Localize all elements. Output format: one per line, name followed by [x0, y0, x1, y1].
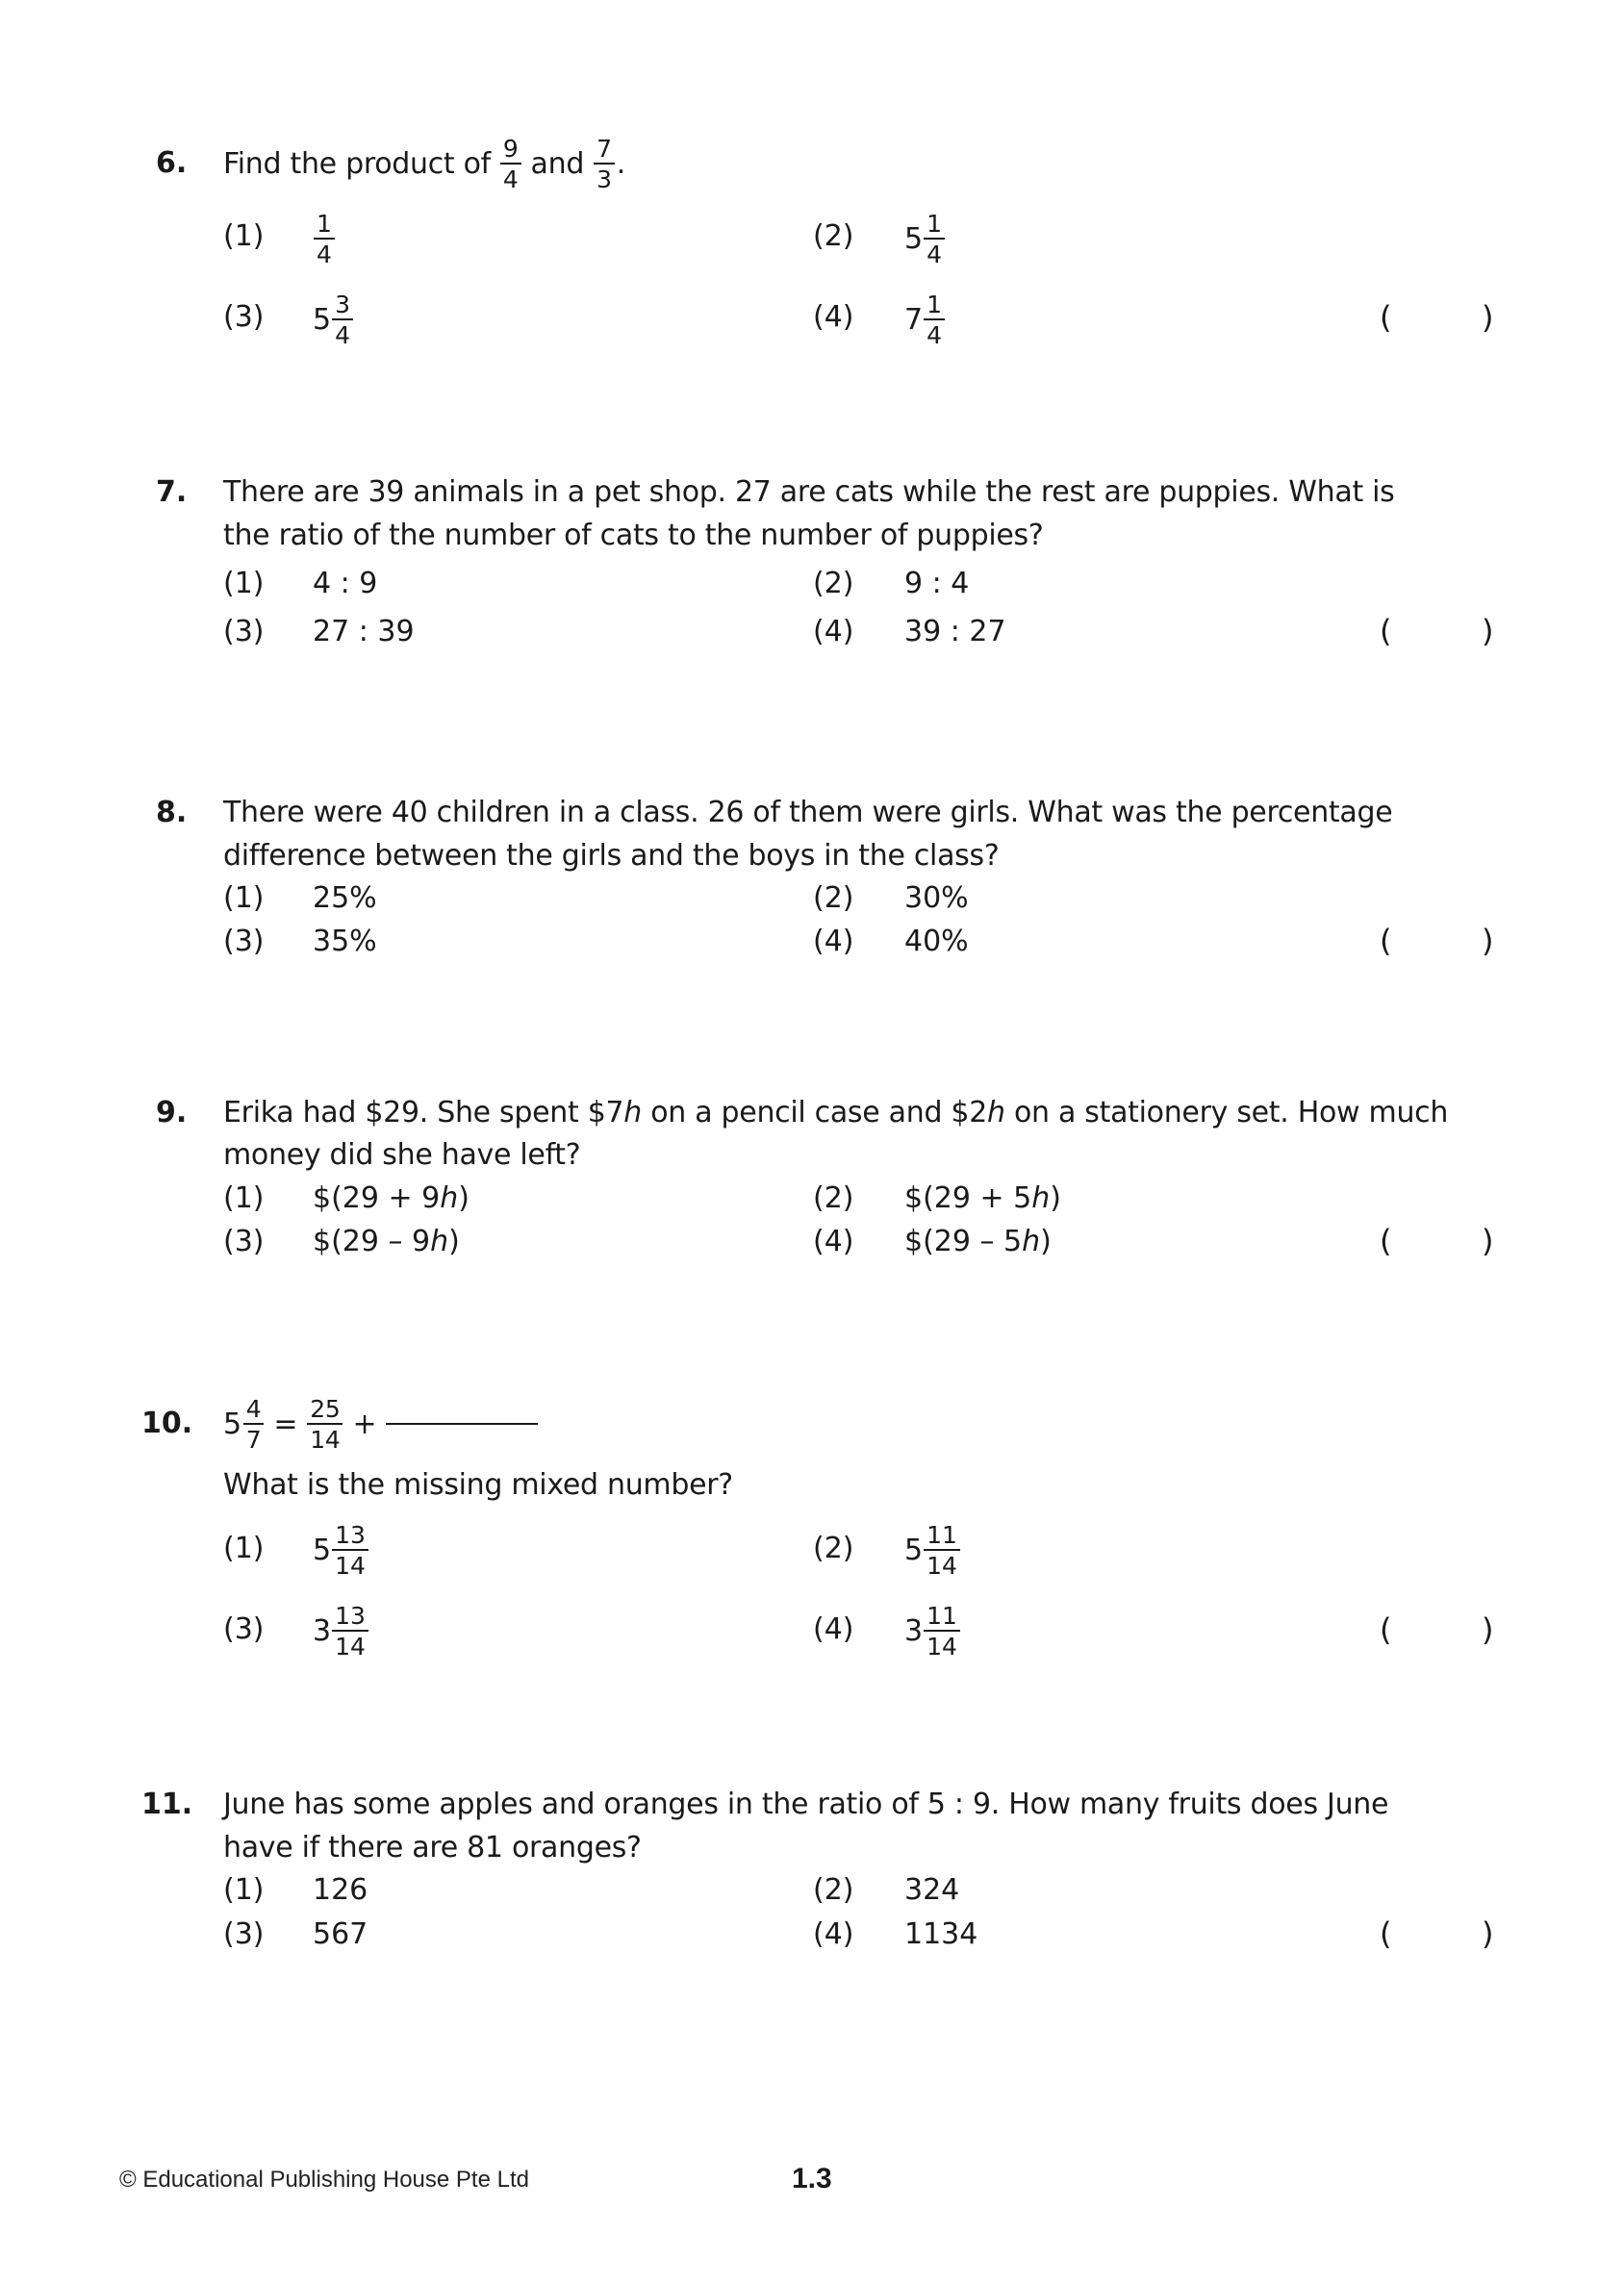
option-value[interactable]: 30% — [904, 881, 969, 915]
answer-bracket-open: ( — [1380, 1223, 1392, 1259]
option-label: (4) — [813, 925, 854, 958]
option-label: (3) — [223, 1612, 265, 1646]
option-value[interactable]: 126 — [313, 1873, 368, 1907]
question-text-line — [223, 1096, 1448, 1129]
question-text-part: Find the product of — [223, 146, 491, 181]
option-label: (1) — [223, 1532, 265, 1565]
whole-number: 5 — [313, 302, 332, 337]
option-label: (2) — [813, 881, 854, 915]
option-value[interactable]: 567 — [313, 1917, 368, 1951]
option-value[interactable] — [904, 1181, 1061, 1215]
option-text: ) — [1050, 1181, 1061, 1215]
whole-number: 3 — [313, 1613, 332, 1648]
denominator: 14 — [926, 1632, 957, 1661]
question-text-line: What is the missing mixed number? — [223, 1468, 733, 1502]
fraction — [314, 209, 335, 268]
denominator: 3 — [596, 165, 612, 193]
whole-number: 5 — [223, 1407, 241, 1441]
equals-sign: = — [273, 1407, 298, 1441]
answer-bracket-close: ) — [1482, 1915, 1494, 1952]
numerator: 4 — [243, 1397, 265, 1425]
option-label: (4) — [813, 300, 854, 334]
option-text: $(29 + 9 — [313, 1181, 441, 1215]
option-value[interactable] — [313, 283, 355, 356]
option-label: (3) — [223, 1917, 265, 1951]
fraction — [500, 134, 521, 193]
option-value[interactable]: 1134 — [904, 1917, 978, 1951]
numerator: 1 — [924, 212, 945, 240]
numerator: 11 — [924, 1523, 960, 1551]
page-number: 1.3 — [792, 2163, 832, 2194]
answer-box[interactable] — [1403, 1913, 1478, 1955]
question-number: 6. — [156, 146, 188, 180]
answer-box[interactable] — [1403, 1220, 1478, 1262]
fraction — [332, 1520, 368, 1580]
copyright-notice: © Educational Publishing House Pte Ltd — [119, 2167, 529, 2193]
variable: h — [440, 1181, 459, 1215]
answer-bracket-open: ( — [1380, 1611, 1392, 1648]
numerator: 11 — [924, 1604, 960, 1632]
numerator: 3 — [332, 292, 353, 320]
option-value[interactable] — [904, 1594, 962, 1667]
numerator: 1 — [924, 292, 945, 320]
option-label: (3) — [223, 615, 265, 648]
variable: h — [987, 1096, 1005, 1129]
numerator: 25 — [307, 1397, 343, 1425]
option-label: (4) — [813, 1612, 854, 1646]
option-value[interactable] — [904, 1225, 1052, 1258]
fraction — [307, 1394, 343, 1454]
question-text-line: There are 39 animals in a pet shop. 27 are cats while the rest are puppies. What is — [223, 475, 1395, 509]
option-value[interactable]: 324 — [904, 1873, 960, 1907]
variable: h — [623, 1096, 642, 1129]
fraction — [924, 1601, 960, 1661]
answer-bracket-open: ( — [1380, 613, 1392, 649]
fraction — [924, 1520, 960, 1580]
fraction — [332, 292, 353, 347]
denominator: 4 — [926, 320, 942, 349]
denominator: 4 — [335, 320, 350, 349]
option-label: (2) — [813, 1873, 854, 1907]
option-text: ) — [458, 1181, 469, 1215]
answer-bracket-open: ( — [1380, 1915, 1392, 1952]
question-number: 8. — [156, 796, 188, 829]
fraction — [594, 134, 615, 193]
option-label: (1) — [223, 881, 265, 915]
question-text — [223, 127, 625, 200]
question-number: 11. — [141, 1788, 193, 1821]
option-value[interactable] — [904, 1513, 962, 1586]
option-value[interactable]: 35% — [313, 925, 377, 958]
numerator: 9 — [500, 137, 521, 165]
question-text-part: and — [530, 146, 585, 181]
option-value[interactable] — [313, 202, 337, 275]
option-label: (2) — [813, 567, 854, 600]
option-value[interactable] — [313, 1181, 469, 1215]
question-text-part: Erika had $29. She spent $7 — [223, 1096, 624, 1129]
option-label: (4) — [813, 1225, 854, 1258]
answer-box[interactable] — [1403, 920, 1478, 962]
fraction — [332, 1601, 368, 1661]
question-text-line: difference between the girls and the boys in the class? — [223, 839, 1000, 873]
whole-number: 5 — [904, 1533, 924, 1567]
option-label: (2) — [813, 219, 854, 253]
plus-sign: + — [352, 1407, 377, 1441]
question-text-line: money did she have left? — [223, 1138, 581, 1172]
question-number: 9. — [156, 1096, 188, 1129]
answer-bracket-close: ) — [1482, 1223, 1494, 1259]
question-text-part: on a stationery set. How much — [1004, 1096, 1449, 1129]
option-value[interactable] — [904, 283, 947, 356]
answer-box[interactable] — [1403, 1609, 1478, 1651]
option-value[interactable] — [313, 1513, 370, 1586]
variable: h — [430, 1225, 449, 1258]
denominator: 14 — [310, 1425, 341, 1454]
option-label: (1) — [223, 567, 265, 600]
numerator: 7 — [594, 137, 615, 165]
option-value[interactable]: 4 : 9 — [313, 567, 378, 600]
fraction — [924, 209, 945, 268]
option-text: $(29 + 5 — [904, 1181, 1032, 1215]
question-number: 7. — [156, 475, 188, 509]
answer-bracket-close: ) — [1482, 923, 1494, 959]
question-text-line: have if there are 81 oranges? — [223, 1831, 642, 1864]
answer-bracket-open: ( — [1380, 299, 1392, 336]
option-text: ) — [1040, 1225, 1052, 1258]
answer-bracket-close: ) — [1482, 1611, 1494, 1648]
question-text-part: . — [616, 146, 625, 181]
option-label: (4) — [813, 1917, 854, 1951]
denominator: 4 — [317, 240, 332, 268]
whole-number: 5 — [313, 1533, 332, 1567]
question-number: 10. — [141, 1407, 193, 1440]
option-value[interactable]: 39 : 27 — [904, 615, 1006, 648]
option-value[interactable]: 9 : 4 — [904, 567, 970, 600]
option-label: (3) — [223, 300, 265, 334]
denominator: 4 — [926, 240, 942, 268]
denominator: 14 — [335, 1632, 366, 1661]
option-label: (2) — [813, 1181, 854, 1215]
answer-bracket-close: ) — [1482, 299, 1494, 336]
denominator: 14 — [926, 1551, 957, 1580]
option-value[interactable]: 25% — [313, 881, 377, 915]
whole-number: 7 — [904, 302, 924, 337]
answer-bracket-open: ( — [1380, 923, 1392, 959]
denominator: 4 — [502, 165, 519, 193]
denominator: 7 — [245, 1425, 262, 1454]
variable: h — [1022, 1225, 1041, 1258]
option-label: (3) — [223, 925, 265, 958]
option-label: (1) — [223, 1873, 265, 1907]
fraction — [924, 292, 945, 347]
answer-blank[interactable] — [386, 1423, 538, 1425]
option-value[interactable] — [904, 202, 947, 275]
answer-box[interactable] — [1403, 610, 1478, 652]
variable: h — [1031, 1181, 1051, 1215]
whole-number: 3 — [904, 1613, 924, 1648]
option-value[interactable] — [313, 1225, 460, 1258]
question-text-part: on a pencil case and $2 — [641, 1096, 988, 1129]
option-value[interactable] — [313, 1594, 370, 1667]
option-text: $(29 – 5 — [904, 1225, 1023, 1258]
option-label: (3) — [223, 1225, 265, 1258]
option-label: (2) — [813, 1532, 854, 1565]
answer-bracket-close: ) — [1482, 613, 1494, 649]
option-label: (1) — [223, 1181, 265, 1215]
question-text-line: the ratio of the number of cats to the number of puppies? — [223, 519, 1044, 552]
option-label: (4) — [813, 615, 854, 648]
option-text: $(29 – 9 — [313, 1225, 431, 1258]
numerator: 1 — [314, 212, 335, 240]
equation — [223, 1387, 538, 1460]
option-text: ) — [448, 1225, 460, 1258]
option-label: (1) — [223, 219, 265, 253]
numerator: 13 — [332, 1523, 368, 1551]
whole-number: 5 — [904, 221, 924, 256]
answer-box[interactable] — [1403, 296, 1478, 339]
question-text-line: June has some apples and oranges in the ratio of 5 : 9. How many fruits does June — [223, 1788, 1389, 1821]
numerator: 13 — [332, 1604, 368, 1632]
option-value[interactable]: 40% — [904, 925, 969, 958]
option-value[interactable]: 27 : 39 — [313, 615, 415, 648]
question-text-line: There were 40 children in a class. 26 of them were girls. What was the percentage — [223, 796, 1393, 829]
denominator: 14 — [335, 1551, 366, 1580]
fraction — [243, 1394, 265, 1454]
